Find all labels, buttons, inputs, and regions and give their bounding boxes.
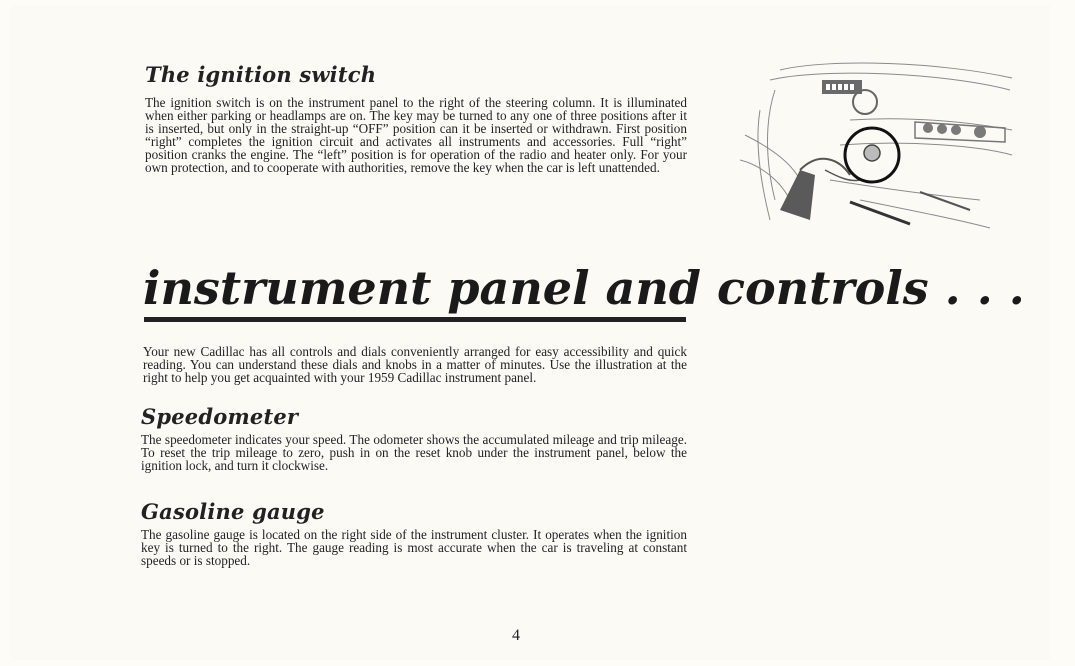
intro-section [143, 341, 687, 384]
gasoline-gauge-text: The gasoline gauge is located on the right side of the instrument cluster. It operates when the ignition key is turned to the right. The gauge reading is most accurate when the car is traveling at constant speeds or is stopped. [141, 527, 687, 568]
gasoline-gauge-title: Gasoline gauge [141, 499, 325, 524]
speedometer-text: The speedometer indicates your speed. The odometer shows the accumulated mileage and trip mileage. To reset the trip mileage to zero, push in on the reset knob under the instrument panel, below the ignition lock, and turn it clockwise. [141, 432, 687, 473]
ignition-switch-title: The ignition switch [145, 62, 377, 87]
ignition-switch-section [145, 62, 687, 174]
gasoline-gauge-section [141, 499, 687, 567]
heading-rule [144, 317, 686, 322]
speedometer-section [141, 404, 687, 472]
intro-text: Your new Cadillac has all controls and dials conveniently arranged for easy accessibility and quick reading. You can understand these dials and knobs in a matter of minutes. Use the illustration at the right to help you get acquainted with your 1959 Cadillac instrument panel. [143, 344, 687, 385]
speedometer-title: Speedometer [141, 404, 299, 429]
instrument-panel-heading: instrument panel and controls . . . [143, 261, 1025, 315]
ignition-switch-text: The ignition switch is on the instrument panel to the right of the steering column. It is illuminated when either parking or headlamps are on. The key may be turned to any one of three positions after it is inserted, but only in the straight-up “OFF” position can it be inserted or withdrawn. First position “right” completes the ignition circuit and activates all instruments and accessories. Full “right” position cranks the engine. The “left” position is for operation of the radio and heater only. For your own protection, and to cooperate with authorities, remove the key when the car is left unattended. [145, 95, 687, 175]
ignition-switch-illustration [740, 50, 1020, 240]
page-number: 4 [512, 627, 520, 644]
